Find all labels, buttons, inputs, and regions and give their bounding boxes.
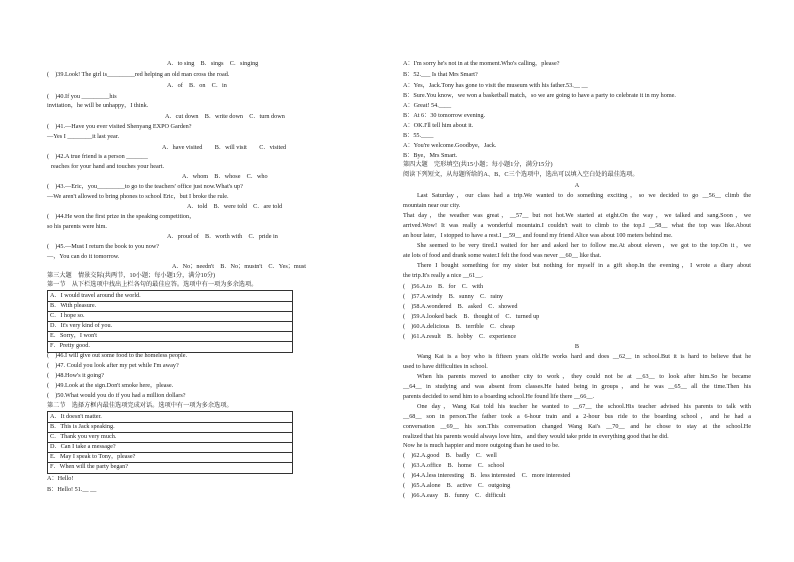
passage-b-line: When his parents moved to another city to work，they could not be at __63__ to look after him.So he became — [417, 373, 751, 380]
q50: ( )50.What would you do if you had a million dollars? — [47, 392, 186, 399]
dialogue-line-a6: A：You're welcome.Goodbye，Jack. — [403, 142, 497, 149]
passage-b-line: One day，Wang Kai told his teacher he wanted to __67__ the school.His teacher advised his parents to talk with — [417, 403, 751, 410]
q45-stem-cont: —，You can do it tomorrow. — [47, 253, 120, 260]
box1-option-e: E．Sorry，I won't — [50, 332, 98, 339]
q66: ( )66.A.easy B．funny C．difficult — [403, 492, 506, 499]
box2-option-d: D．Can I take a message? — [50, 443, 116, 450]
dialogue-line-b4: B：At 6：30 tomorrow evening. — [403, 112, 486, 119]
passage-b-line: Wang Kai is a boy who is fifteen years old.He works hard and does __62__ in school.But it is hard to believe that he — [417, 353, 751, 360]
q44-stem-cont: so his parents were him. — [47, 223, 107, 230]
q58: ( )58.A.wondered B．asked C．showed — [403, 303, 518, 310]
q61: ( )61.A.result B．hobby C．experience — [403, 333, 517, 340]
q59: ( )59.A.looked back B．thought of C．turned up — [403, 313, 540, 320]
dialogue-line-a1: A：Hello! — [47, 475, 74, 482]
q43-stem-cont: —We aren't allowed to bring phones to school Eric，but I broke the rule. — [47, 193, 229, 200]
q39-options: A．of B．on C．in — [167, 82, 227, 89]
passage-a-line: That day，the weather was great，__57__ but not hot.We started at eight.On the way，we talked and sang.Soon，we — [403, 212, 751, 219]
passage-a-line: Last Saturday，our class had a trip.We wanted to do something exciting，so we decided to go __56__ climb the — [417, 192, 751, 199]
dialogue-line-b2: B：52.___ Is that Mrs Smart? — [403, 71, 478, 78]
passage-b-label: B — [574, 343, 580, 350]
passage-a-line: mountain near our city. — [403, 202, 461, 209]
answer-box-2 — [47, 411, 293, 474]
section3-part2-heading: 第二节 选择方框内最佳选项完成对话。选项中有一项为多余选项。 — [47, 402, 233, 409]
q40-stem-cont: invitation，he will be unhappy，I think. — [47, 102, 149, 109]
passage-b-line: __68__ son in person.The father took a 6-hour train and a 2-hour bus ride to the boarding school，and he had a — [403, 413, 751, 420]
q65: ( )65.A.alone B．active C．outgoing — [403, 482, 511, 489]
box1-option-d: D．It's very kind of you. — [50, 322, 113, 329]
box1-option-f: F．Pretty good. — [50, 342, 90, 349]
passage-b-line: parents decided to send him to a boarding school.He found life there __66__. — [403, 393, 595, 400]
q57: ( )57.A.windy B．sunny C．rainy — [403, 293, 504, 300]
passage-a-line: the trip.It's really a nice __61__. — [403, 272, 483, 279]
dialogue-line-a5: A：OK.I'll tell him about it. — [403, 122, 474, 129]
q56: ( )56.A.to B．for C．with — [403, 283, 484, 290]
q43-options: A．told B．were told C．are told — [187, 203, 283, 210]
box1-option-b: B．With pleasure. — [50, 302, 97, 309]
q41-stem-cont: —Yes I ________it last year. — [47, 133, 120, 140]
passage-b-line: __64__ in studying and was absent from classes.He hated being in groups，and he was __65__ all the time.Then his — [403, 383, 751, 390]
q45-stem: ( )45.—Must I return the book to you now? — [47, 243, 160, 250]
q46: ( )46.I will give out some food to the homeless people. — [47, 352, 188, 359]
q49: ( )49.Look at the sign.Don't smoke here，please. — [47, 382, 174, 389]
q41-stem: ( )41.—Have you ever visited Shenyang EXPO Garden? — [47, 123, 192, 130]
q43-stem: ( )43.—Eric，you_________to go to the teachers' office just now.What's up? — [47, 183, 243, 190]
box1-option-a: A．I would travel around the world. — [50, 292, 141, 299]
q62: ( )62.A.good B．badly C．well — [403, 452, 497, 459]
q48: ( )48.How's it going? — [47, 372, 104, 379]
passage-b-line: conversation __69__ his son.This conversation changed Wang Kai's __70__ and he chose to stay at the school.He — [403, 423, 751, 430]
box2-option-c: C．Thank you very much. — [50, 433, 117, 440]
box2-option-e: E．May I speak to Tony，please? — [50, 453, 136, 460]
q45-options: A．No；needn't B．No；mustn't C．Yes；must — [172, 263, 306, 270]
dialogue-line-a3: A：Yes，Jack.Tony has gone to visit the museum with his father.53.__ __ — [403, 82, 588, 89]
dialogue-line-b5: B：55.____ — [403, 132, 434, 139]
section4-heading: 第四大题 完形填空(共15小题；每小题1分，满分15分) — [403, 161, 553, 168]
q60: ( )60.A.delicious B．terrible C．cheap — [403, 323, 515, 330]
q44-stem: ( )44.He won the first prize in the speaking competition， — [47, 213, 196, 220]
section4-instructions: 阅读下列短文，从每题所给的A、B、C三个选项中，选出可以填入空白处的最佳选项。 — [403, 171, 639, 178]
q63: ( )63.A.office B．home C．school — [403, 462, 505, 469]
passage-b-line: Now he is much happier and more outgoing than he used to be. — [403, 442, 560, 449]
box1-option-c: C．I hope so. — [50, 312, 85, 319]
box2-option-b: B．This is Jack speaking. — [50, 423, 115, 430]
q47: ( )47. Could you look after my pet while I'm away? — [47, 362, 179, 369]
passage-a-line: She seemed to be very tired.I waited for her and asked her to follow me.At about eleven，we got to the top.On it，we — [417, 242, 751, 249]
passage-a-line: ate lots of food and drank some water.I felt the food was never __60__ like that. — [403, 252, 602, 259]
q42-stem: ( )42.A true friend is a person _______ — [47, 153, 148, 160]
dialogue-line-b6: B：Bye，Mrs Smart. — [403, 152, 458, 159]
q39-stem: ( )39.Look! The girl is_________red helping an old man cross the road. — [47, 71, 230, 78]
passage-a-label: A — [574, 182, 580, 189]
dialogue-line-a4: A：Great! 54.____ — [403, 102, 452, 109]
passage-a-line: There I bought something for my sister but nothing for myself in a gift shop.In the evening，I wrote a diary about — [417, 262, 751, 269]
q38-options: A．to sing B．sings C．singing — [167, 60, 259, 67]
passage-a-line: an hour later，I stopped to have a rest.I __59__ and found my friend Alice was about 100 meters behind me. — [403, 232, 673, 239]
q64: ( )64.A.less interesting B．less interested C．more interested — [403, 472, 571, 479]
answer-box-1 — [47, 290, 293, 353]
passage-a-line: arrived.Wow! It was really a wonderful mountain.I couldn't wait to climb to the top.I __58__ what the top was like.About — [403, 222, 751, 229]
q41-options: A．have visited B．will visit C．visited — [162, 144, 287, 151]
q44-options: A．proud of B．worth with C．pride in — [167, 233, 278, 240]
passage-b-line: realized that his parents would always love him，and they would take pride in everything good that he did. — [403, 433, 669, 440]
box2-option-f: F．When will the party began? — [50, 463, 129, 470]
section3-heading: 第三大题 情景交际(共两节，10小题；每小题1分，满分10分) — [47, 272, 216, 279]
section3-part1-heading: 第一节 从下栏选项中找出上栏各句的最佳应答。选项中有一项为多余选项。 — [47, 281, 258, 288]
q40-options: A．cut down B．write down C．turn down — [165, 113, 285, 120]
dialogue-line-b1: B：Hello! 51.__ __ — [47, 486, 97, 493]
dialogue-line-a2: A：I'm sorry he's not in at the moment.Who's calling，please? — [403, 60, 560, 67]
q40-stem: ( )40.If you _________his — [47, 93, 117, 100]
box2-option-a: A．It doesn't matter. — [50, 413, 102, 420]
passage-b-line: used to have difficulties in school. — [403, 363, 488, 370]
q42-stem-cont: reaches for your hand and touches your heart. — [51, 163, 165, 170]
dialogue-line-b3: B：Sure.You know，we won a basketball match，so we are going to have a party to celebrate it in my home. — [403, 92, 676, 99]
q42-options: A．whom B．whose C．who — [182, 173, 268, 180]
